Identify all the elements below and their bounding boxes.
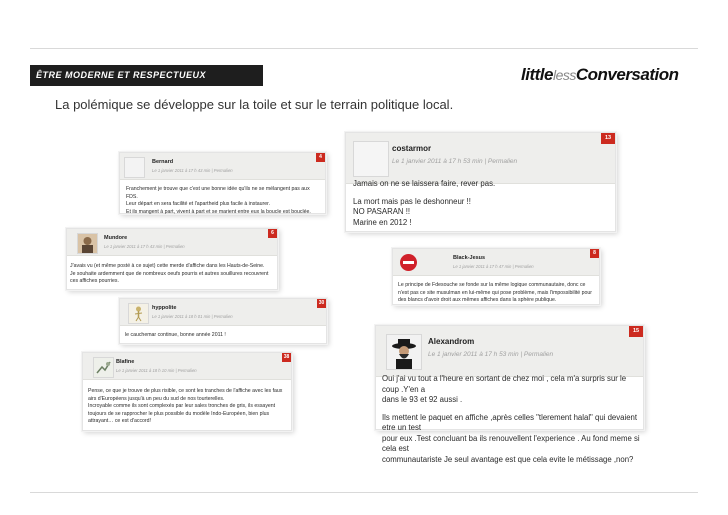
comment-paragraph: [382, 374, 641, 406]
comment-header: [120, 153, 325, 180]
comment-line: Leur départ en sera facilité et l'apartheid plus facile à instaurer.: [126, 201, 271, 207]
comment-meta[interactable]: Le 1 janvier 2011 à 17 h 53 min | Permalien: [428, 351, 554, 358]
comment-line: Franchement je trouve que c'est une bonne idée qu'ils ne se mélangent pas aux FDS.: [126, 186, 310, 200]
comment-author[interactable]: Alexandrom: [428, 337, 475, 346]
comment-meta[interactable]: Le 1 janvier 2011 à 17 h 43 min | Permalien: [104, 244, 185, 249]
comment-paragraph: [353, 179, 611, 190]
comment-line: pour eux .Test concluant ba ils renouvellent l'experience . Au fond meme si cela est: [382, 433, 640, 453]
comment-body: [126, 186, 322, 216]
comment-line: Pense, ce que je trouve de plus risible, ce sont les tranches de l'affiche avec les faux: [88, 388, 283, 394]
comment-card-blafine: [82, 352, 292, 431]
avatar: [353, 141, 389, 177]
comment-card-bernard: [119, 152, 326, 214]
comment-meta[interactable]: Le 1 janvier 2011 à 18 h 01 min | Permalien: [152, 314, 233, 319]
comment-author[interactable]: Bernard: [152, 159, 174, 165]
comment-line: La mort mais pas le deshonneur !!: [353, 196, 471, 206]
avatar: [128, 303, 149, 324]
slide-subtitle: La polémique se développe sur la toile et sur le terrain politique local.: [55, 97, 454, 112]
comment-line: dans le 93 et 92 aussi .: [382, 395, 463, 404]
comment-number-badge: 8: [590, 249, 599, 258]
comment-header: [83, 353, 291, 380]
comment-meta[interactable]: Le 1 janvier 2011 à 18 h 10 min | Permalien: [116, 368, 197, 373]
comment-author[interactable]: Black-Jesus: [453, 255, 486, 261]
comment-line: le cauchemar continue, bonne année 2011 !: [125, 332, 226, 338]
avatar: [386, 334, 422, 370]
comment-paragraph: [382, 413, 641, 466]
comment-number-badge: 4: [316, 153, 325, 162]
comment-line: Marine en 2012 !: [353, 217, 412, 227]
logo-less: less: [552, 67, 576, 83]
top-rule: [30, 48, 698, 49]
comment-body: [382, 374, 641, 472]
comment-card-costarmor: [345, 132, 616, 232]
comment-line: Jamais on ne se laissera faire, rever pas.: [353, 179, 496, 188]
comment-line: des blancs d'avoir droit aux mêmes affiches dans la sphère publique.: [398, 297, 557, 303]
comment-line: toujours de se rapprocher le plus possible du modèle Indo-Européen, bien plus: [88, 410, 270, 417]
comment-line: attrayant… ce est d'accord!: [88, 418, 151, 424]
comment-paragraph: [353, 197, 611, 229]
avatar: [399, 253, 418, 272]
comment-body: [125, 332, 323, 340]
comment-line: Oui j'ai vu tout a l'heure en sortant de chez moi , cela m'a surpris sur le coup .Y'en a: [382, 374, 627, 394]
comment-author[interactable]: Mundore: [104, 235, 128, 241]
comment-header: [120, 299, 326, 326]
comment-line: NO PASARAN !!: [353, 207, 411, 216]
comment-body: [70, 263, 275, 286]
comment-author[interactable]: Blafine: [116, 359, 135, 365]
comment-number-badge: 6: [268, 229, 277, 238]
section-title-bar: ÊTRE MODERNE ET RESPECTUEUX: [30, 65, 263, 86]
avatar: [124, 157, 145, 178]
avatar: [77, 233, 98, 254]
comment-card-black-jesus: [392, 248, 600, 305]
comment-body: [353, 179, 611, 235]
comment-line: Incroyable comme ils sont complexés par leur sales tronches de gris, ils essayent: [88, 403, 276, 409]
brand-logo: [521, 63, 679, 87]
comment-line: J'avais vu (et même posté à ce sujet) cette merde d'affiche dans les Hauts-de-Seine.: [70, 263, 265, 269]
comment-meta[interactable]: Le 1 janvier 2011 à 17 h 43 min | Permalien: [152, 168, 233, 173]
no-entry-icon: [399, 253, 418, 272]
comment-line: communautariste Je seul avantage est que cela evite le métissage ,non?: [382, 454, 634, 464]
comment-line: Le principe de Fdesouche se fonde sur la même logique communautaire, donc ce: [398, 282, 586, 288]
comment-author[interactable]: hyppolite: [152, 305, 177, 311]
comment-number-badge: 30: [318, 300, 325, 306]
comment-meta[interactable]: Le 1 janvier 2011 à 17 h 53 min | Permalien: [392, 158, 518, 165]
comment-card-mundore: [66, 228, 278, 290]
comment-line: ces affiches pourries.: [70, 278, 119, 284]
comment-line: airs d'Européens jusqu'à un peu du sud de nos tourterelles.: [88, 395, 225, 402]
comment-header: [67, 229, 277, 256]
comment-number-badge: 15: [629, 326, 643, 337]
bottom-rule: [30, 492, 698, 493]
comment-line: Ils mettent le paquet en affiche ,après celles "tlerement halal" qui devaient etre un test: [382, 412, 638, 432]
comment-number-badge: 13: [601, 133, 615, 144]
comment-body: [398, 282, 596, 305]
comment-header: [393, 249, 599, 276]
comment-number-badge: 38: [283, 354, 290, 360]
comment-card-hyppolite: [119, 298, 327, 344]
logo-conversation: Conversation: [575, 65, 679, 84]
logo-little: little: [521, 65, 553, 84]
comment-line: Je souhaite ardemment que de nombreux oeufs pourris et autres souillures recouvrent: [70, 270, 269, 277]
comment-line: Et ils mangent à part, vivent à part et se marient entre eux la boucle est bouclée.: [126, 208, 311, 215]
comment-body: [88, 388, 288, 426]
comment-line: n'est pas ce site musulman en lui-même qui pose problème, mais l'impossibilité pour: [398, 289, 593, 296]
comment-author[interactable]: costarmor: [392, 144, 432, 153]
avatar: [93, 357, 114, 378]
comment-card-alexandrom: [375, 325, 644, 464]
comment-meta[interactable]: Le 1 janvier 2011 à 17 h 47 min | Permalien: [453, 264, 534, 269]
